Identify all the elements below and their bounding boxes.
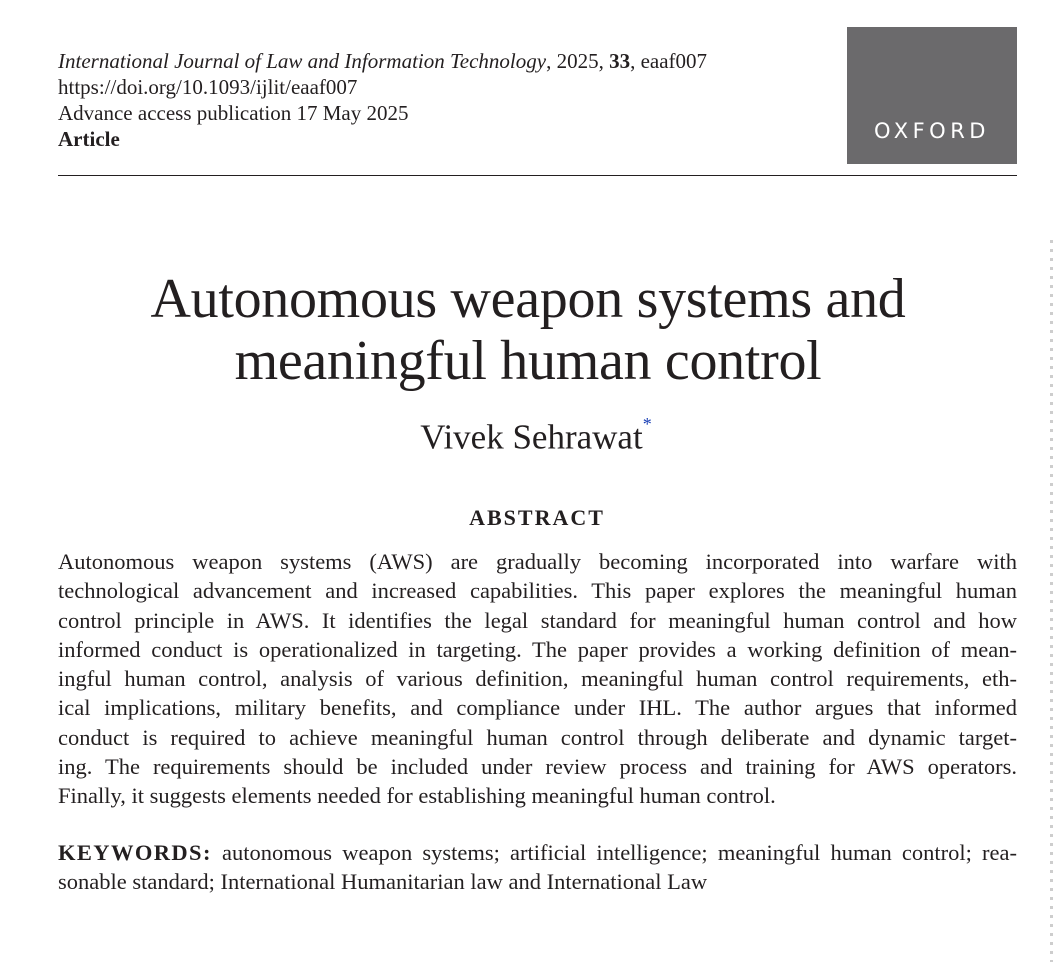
title-line-1: Autonomous weapon systems and	[150, 268, 906, 330]
oxford-logo-text: OXFORD	[874, 119, 990, 143]
author-footnote-link[interactable]: *	[642, 414, 652, 434]
advance-access-date: Advance access publication 17 May 2025	[58, 101, 409, 125]
abstract-body	[58, 547, 1017, 811]
keywords-text-2: sonable standard; International Humanitarian law and International Law	[58, 869, 708, 895]
keywords-text-1: autonomous weapon systems; artificial intelligence; meaningful human control; rea-	[211, 840, 1017, 865]
abstract-heading: ABSTRACT	[469, 505, 605, 530]
article-type-label: Article	[58, 127, 120, 151]
abstract-line: Autonomous weapon systems (AWS) are gradually becoming incorporated into warfare with	[58, 549, 1017, 574]
abstract-line: control principle in AWS. It identifies the legal standard for meaningful human control and how	[58, 607, 1017, 633]
author-line	[0, 409, 1056, 459]
journal-citation	[58, 48, 838, 74]
header-divider	[58, 175, 1017, 176]
abstract-line: ical implications, military benefits, and compliance under IHL. The author argues that informed	[58, 695, 1017, 721]
keywords-label: KEYWORDS:	[58, 840, 212, 865]
article-type	[58, 126, 838, 152]
abstract-line: technological advancement and increased capabilities. This paper explores the meaningful human	[58, 578, 1017, 604]
abstract-line: ingful human control, analysis of various definition, meaningful human control requirements, eth-	[58, 666, 1017, 692]
keywords-section	[58, 838, 1017, 897]
keywords-line-1	[58, 838, 1017, 867]
abstract-line: ing. The requirements should be included under review process and training for AWS operators.	[58, 754, 1017, 780]
journal-volume: 33	[609, 49, 631, 73]
article-title	[0, 268, 1056, 392]
journal-year: , 2025,	[546, 49, 610, 73]
journal-name[interactable]: International Journal of Law and Information Technology	[58, 49, 547, 73]
title-line-2: meaningful human control	[234, 330, 822, 392]
abstract-line: conduct is required to achieve meaningful human control through deliberate and dynamic target-	[58, 724, 1017, 750]
abstract-line: Finally, it suggests elements needed for establishing meaningful human control.	[58, 783, 776, 809]
oxford-logo[interactable]	[847, 27, 1017, 164]
doi-link[interactable]: https://doi.org/10.1093/ijlit/eaaf007	[58, 75, 358, 99]
author-name[interactable]: Vivek Sehrawat	[420, 417, 643, 457]
article-header	[58, 48, 838, 152]
page-edge-watermark	[1050, 240, 1053, 962]
article-number: , eaaf007	[630, 49, 708, 73]
abstract-line: informed conduct is operationalized in targeting. The paper provides a working definition of mean-	[58, 636, 1017, 662]
